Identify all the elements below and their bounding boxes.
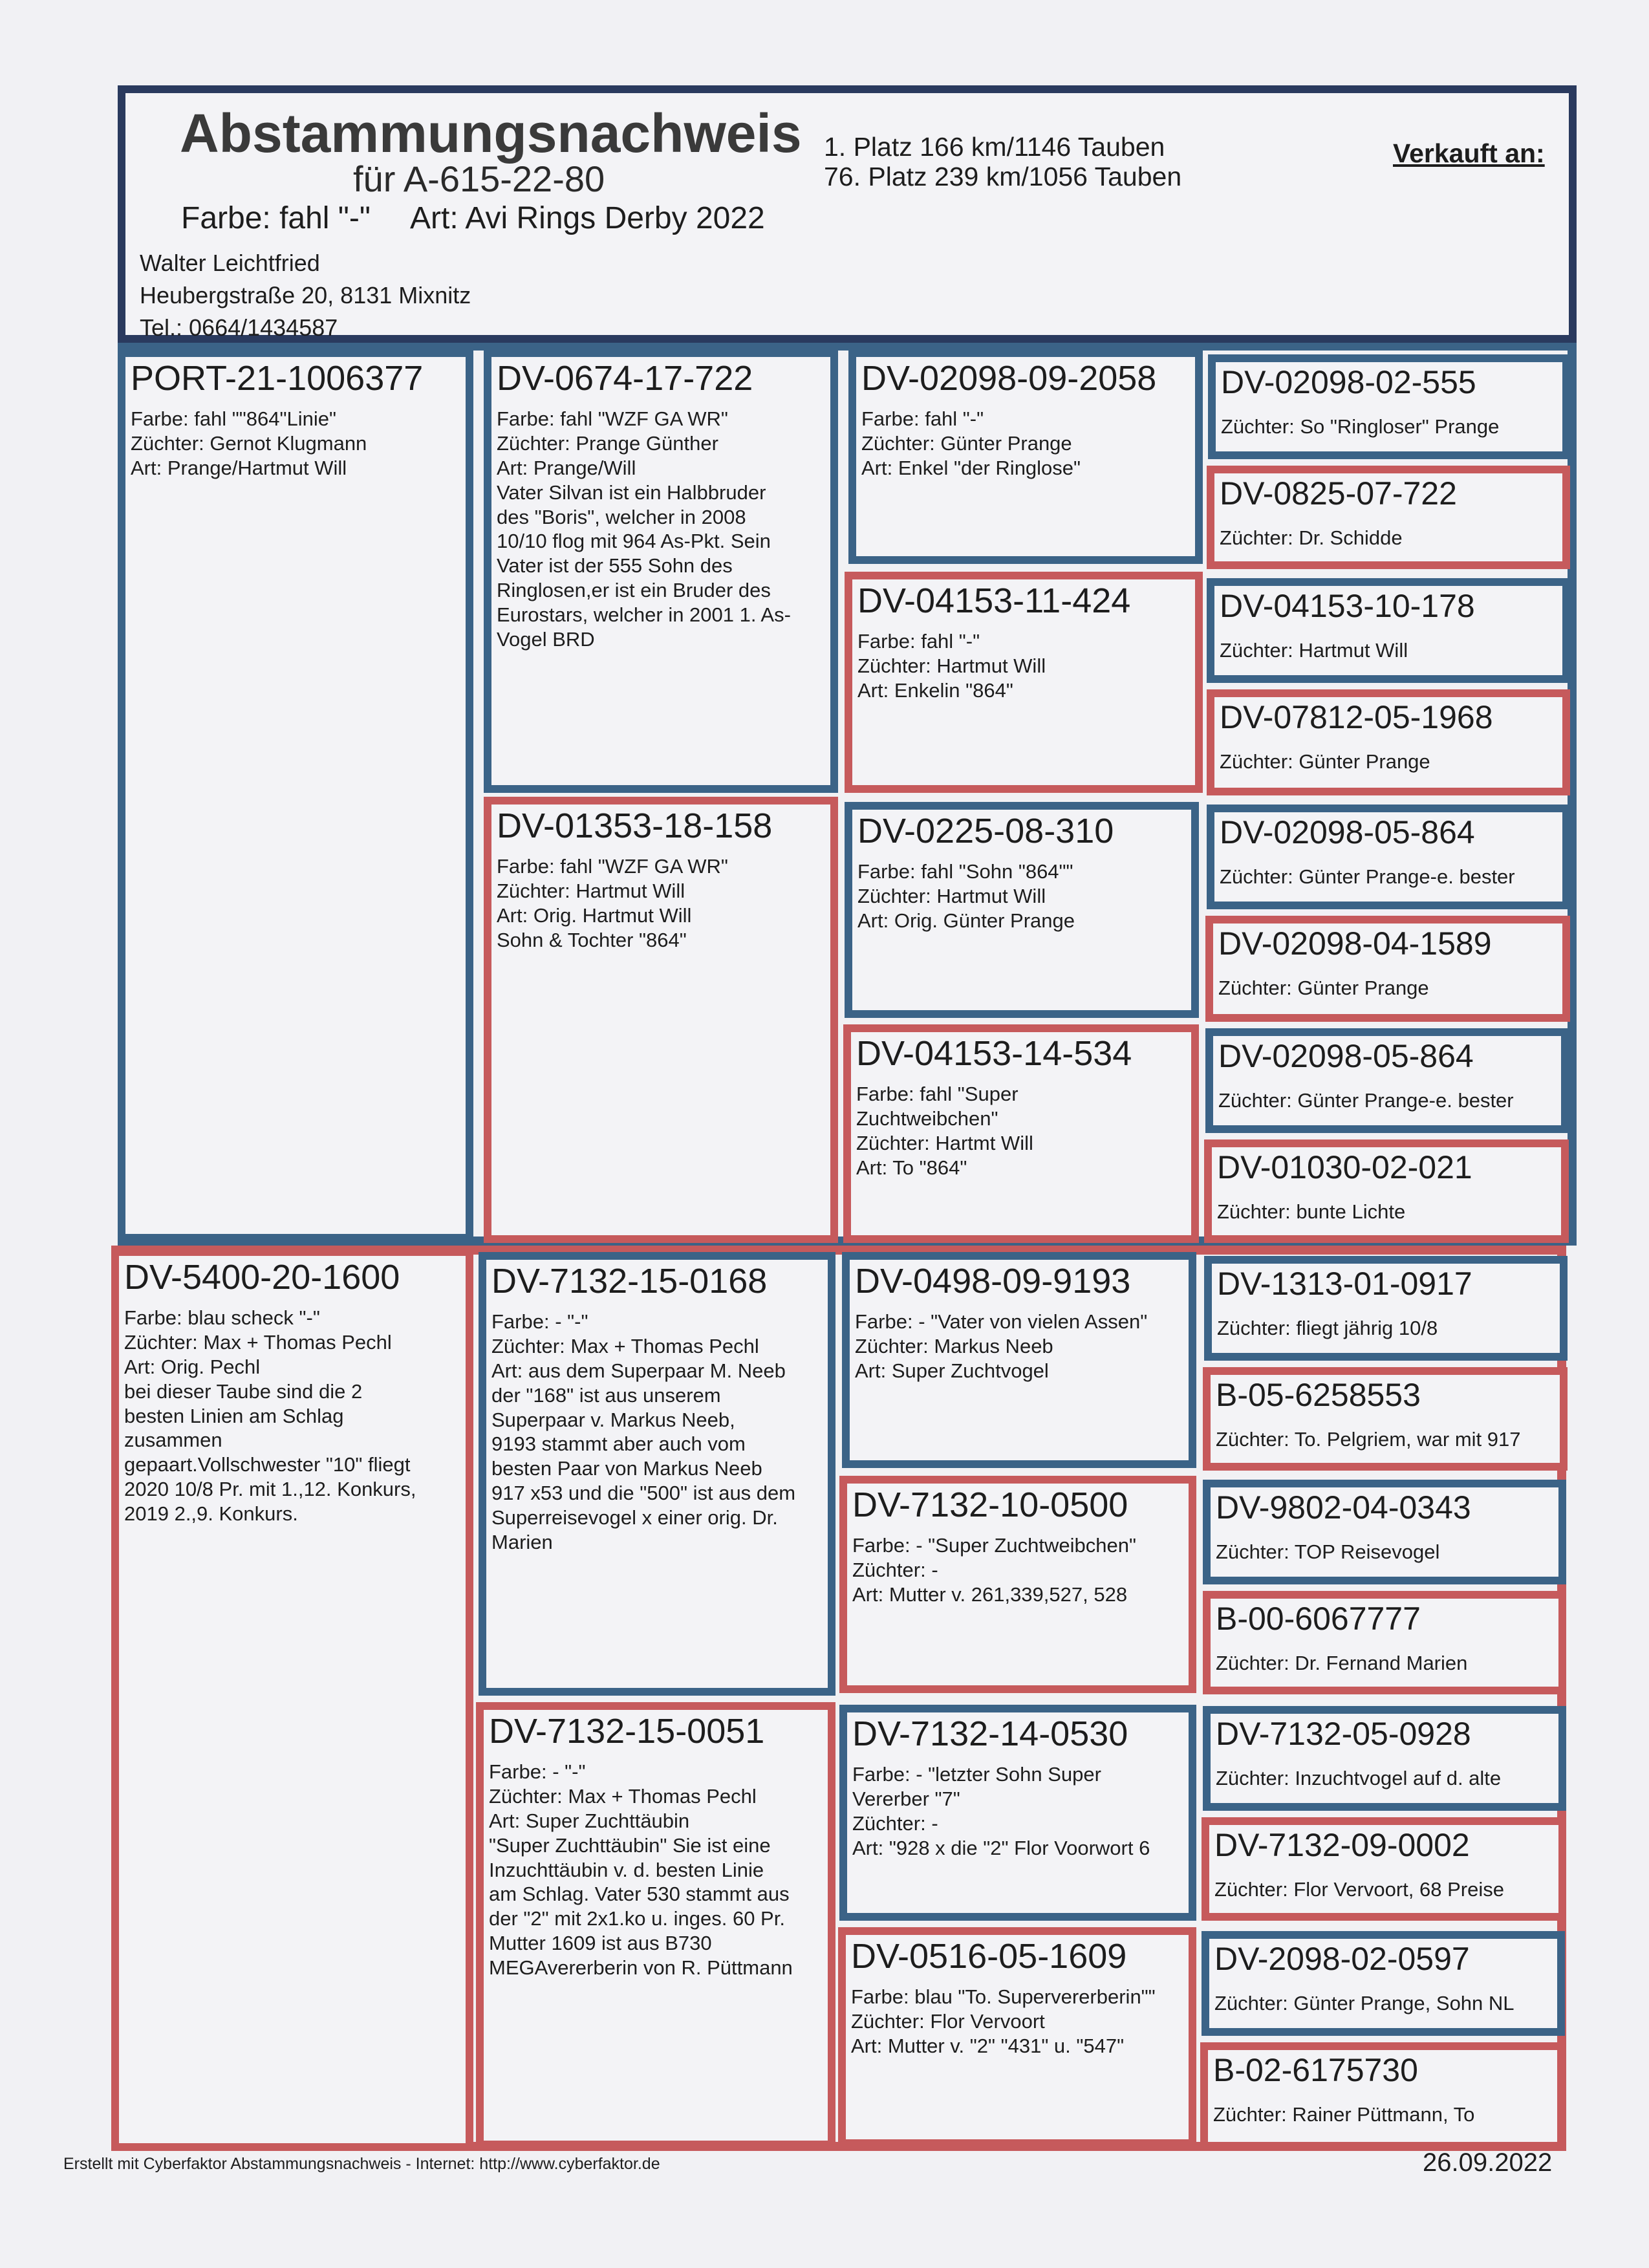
ring-number: DV-02098-05-864: [1218, 1038, 1474, 1074]
pigeon-info: Farbe: fahl "WZF GA WR" Züchter: Prange Günther Art: Prange/Will Vater Silvan ist ein Halbbruder des "Boris", welcher in 2008 10/10 flog mit 964 As-Pkt. Sein Vater ist der 555 Sohn des Ringlosen,er ist ein Bruder des Eurostars, welcher in 2001 1. As- Vogel BRD: [497, 407, 791, 651]
pigeon-card: [1203, 1706, 1566, 1811]
ring-number: DV-7132-09-0002: [1214, 1827, 1470, 1863]
pigeon-info: Züchter: Günter Prange-e. bester: [1220, 865, 1515, 888]
ring-number: DV-7132-15-0051: [489, 1712, 765, 1751]
pigeon-info: Züchter: TOP Reisevogel: [1216, 1540, 1440, 1563]
pigeon-info: Züchter: Dr. Schidde: [1220, 526, 1403, 549]
ring-number: DV-04153-11-424: [857, 581, 1131, 620]
pedigree-header: [118, 85, 1577, 343]
print-date: 26.09.2022: [1423, 2148, 1553, 2177]
pigeon-info: Züchter: So "Ringloser" Prange: [1221, 415, 1500, 438]
pigeon-card: [1204, 1256, 1568, 1361]
race-result: 76. Platz 239 km/1056 Tauben: [824, 162, 1182, 191]
sold-to-label: Verkauft an:: [1393, 138, 1545, 168]
pigeon-info: Züchter: fliegt jährig 10/8: [1217, 1317, 1438, 1339]
ring-number: DV-02098-09-2058: [861, 359, 1157, 398]
race-result: 1. Platz 166 km/1146 Tauben: [824, 132, 1165, 162]
ring-number: B-02-6175730: [1213, 2052, 1418, 2088]
ring-number: DV-9802-04-0343: [1216, 1489, 1471, 1526]
pigeon-info: Farbe: fahl "Super Zuchtweibchen" Züchter: Hartmt Will Art: To "864": [856, 1083, 1033, 1179]
pigeon-card: [1202, 1931, 1565, 2036]
pigeon-info: Züchter: Hartmut Will: [1220, 639, 1408, 662]
ring-number: B-00-6067777: [1216, 1601, 1421, 1637]
pigeon-info: Farbe: - "Vater von vielen Assen" Züchter: Markus Neeb Art: Super Zuchtvogel: [855, 1310, 1148, 1383]
pigeon-card: [1205, 1028, 1569, 1133]
ring-number: DV-7132-05-0928: [1216, 1716, 1471, 1752]
ring-number: DV-04153-14-534: [856, 1034, 1132, 1073]
pigeon-info: Farbe: fahl "-" Züchter: Hartmut Will Art: Enkelin "864": [857, 630, 1046, 702]
ring-number: DV-7132-10-0500: [852, 1485, 1128, 1524]
pigeon-info: Farbe: fahl "-" Züchter: Günter Prange Art: Enkel "der Ringlose": [861, 407, 1081, 480]
pigeon-info: Farbe: fahl ""864"Linie" Züchter: Gernot Klugmann Art: Prange/Hartmut Will: [131, 407, 367, 480]
pigeon-card: [1200, 2042, 1565, 2150]
ring-number: DV-0498-09-9193: [855, 1262, 1131, 1301]
owner-name: Walter Leichtfried: [140, 250, 320, 276]
pigeon-info: Farbe: - "letzter Sohn Super Vererber "7" Züchter: - Art: "928 x die "2" Flor Voorwort 6: [852, 1763, 1150, 1859]
owner-phone: Tel.: 0664/1434587: [140, 314, 338, 341]
sire-card: [118, 349, 473, 1242]
pigeon-card: [476, 1702, 835, 2148]
pigeon-card: [1207, 578, 1570, 683]
pigeon-info: Züchter: bunte Lichte: [1217, 1200, 1406, 1223]
pigeon-card: [838, 1927, 1196, 2147]
pigeon-card: [839, 1705, 1196, 1921]
owner-block: [140, 247, 471, 344]
pigeon-info: Züchter: To. Pelgriem, war mit 917: [1216, 1428, 1521, 1451]
pigeon-card: [1207, 689, 1570, 795]
pigeon-card: [1203, 1480, 1566, 1584]
pigeon-card: [1205, 916, 1570, 1022]
pigeon-info: Züchter: Günter Prange-e. bester: [1218, 1089, 1514, 1112]
ring-number: DV-0225-08-310: [857, 812, 1114, 850]
ring-number: DV-7132-14-0530: [852, 1714, 1128, 1753]
pigeon-info: Züchter: Günter Prange, Sohn NL: [1214, 1992, 1514, 2014]
ring-number: DV-0674-17-722: [497, 359, 753, 398]
pigeon-card: [845, 802, 1199, 1018]
pigeon-ring: für A-615-22-80: [353, 158, 605, 199]
ring-number: DV-02098-05-864: [1220, 814, 1475, 850]
ring-number: DV-07812-05-1968: [1220, 699, 1493, 735]
pigeon-card: [848, 349, 1203, 564]
ring-number: DV-7132-15-0168: [491, 1262, 768, 1301]
ring-number: B-05-6258553: [1216, 1377, 1421, 1413]
pigeon-card: [843, 1024, 1199, 1243]
ring-number: DV-0516-05-1609: [851, 1937, 1127, 1976]
ring-number: DV-2098-02-0597: [1214, 1941, 1470, 1977]
pigeon-card: [839, 1476, 1196, 1693]
pigeon-card: [845, 572, 1203, 793]
ring-number: DV-0825-07-722: [1220, 475, 1457, 512]
pigeon-info: Züchter: Inzuchtvogel auf d. alte: [1216, 1767, 1502, 1789]
pigeon-card: [1204, 1139, 1569, 1243]
ring-number: DV-02098-02-555: [1221, 364, 1476, 400]
pigeon-info: Farbe: - "-" Züchter: Max + Thomas Pechl Art: Super Zuchttäubin "Super Zuchttäubin" Sie ist eine Inzuchttäubin v. d. besten Linie am Schlag. Vater 530 stammt aus der "2" mit 2x1.ko u. inges. 60 Pr. Mutter 1609 ist aus B730 MEGAvererberin von R. Püttmann: [489, 1760, 793, 1979]
pigeon-card: [484, 349, 838, 793]
pigeon-card: [1203, 1367, 1568, 1471]
pigeon-card: [1208, 354, 1570, 459]
ring-number: DV-1313-01-0917: [1217, 1266, 1472, 1302]
pigeon-info: Farbe: - "-" Züchter: Max + Thomas Pechl Art: aus dem Superpaar M. Neeb der "168" ist aus unserem Superpaar v. Markus Neeb, 9193 stammt aber auch vom besten Paar von Markus Neeb 917 x53 und die "500" ist aus dem Superreisevogel x einer orig. Dr. Marien: [491, 1310, 796, 1553]
pigeon-card: [484, 797, 838, 1243]
ring-number: DV-04153-10-178: [1220, 588, 1475, 624]
ring-number: DV-02098-04-1589: [1218, 925, 1492, 962]
owner-address: Heubergstraße 20, 8131 Mixnitz: [140, 282, 471, 308]
race-results: [824, 132, 1181, 191]
ring-number: PORT-21-1006377: [131, 359, 424, 398]
pigeon-info: Farbe: fahl "Sohn "864"" Züchter: Hartmut Will Art: Orig. Günter Prange: [857, 860, 1075, 933]
pigeon-color: Farbe: fahl "-": [181, 201, 371, 235]
pigeon-card: [479, 1252, 835, 1696]
page-title: Abstammungsnachweis: [180, 103, 802, 164]
pigeon-info: Farbe: blau "To. Supervererberin"" Züchter: Flor Vervoort Art: Mutter v. "2" "431" u. "547": [851, 1985, 1156, 2058]
ring-number: DV-5400-20-1600: [124, 1258, 400, 1297]
pigeon-info: Züchter: Dr. Fernand Marien: [1216, 1652, 1468, 1674]
dam-card: [111, 1248, 473, 2151]
pigeon-card: [1207, 466, 1570, 569]
pigeon-info: Züchter: Günter Prange: [1220, 750, 1430, 773]
pigeon-info: Farbe: fahl "WZF GA WR" Züchter: Hartmut Will Art: Orig. Hartmut Will Sohn & Tochter "864": [497, 855, 728, 951]
pigeon-info: Züchter: Rainer Püttmann, To: [1213, 2103, 1475, 2126]
pigeon-type: Art: Avi Rings Derby 2022: [410, 201, 765, 235]
footer-credit: Erstellt mit Cyberfaktor Abstammungsnachweis - Internet: http://www.cyberfaktor.de: [63, 2155, 660, 2173]
pigeon-card: [1207, 805, 1570, 909]
pigeon-info: Züchter: Flor Vervoort, 68 Preise: [1214, 1878, 1504, 1901]
pigeon-card: [1202, 1817, 1566, 1921]
pigeon-info: Züchter: Günter Prange: [1218, 977, 1429, 999]
pigeon-info: Farbe: blau scheck "-" Züchter: Max + Thomas Pechl Art: Orig. Pechl bei dieser Taube sind die 2 besten Linien am Schlag zusammen gepaart.Vollschwester "10" fliegt 2020 10/8 Pr. mit 1.,12. Konkurs, 2019 2.,9. Konkurs.: [124, 1306, 416, 1525]
pigeon-info: Farbe: - "Super Zuchtweibchen" Züchter: - Art: Mutter v. 261,339,527, 528: [852, 1534, 1136, 1606]
ring-number: DV-01353-18-158: [497, 806, 773, 845]
ring-number: DV-01030-02-021: [1217, 1149, 1472, 1185]
pigeon-card: [842, 1252, 1196, 1468]
pigeon-card: [1203, 1591, 1566, 1694]
